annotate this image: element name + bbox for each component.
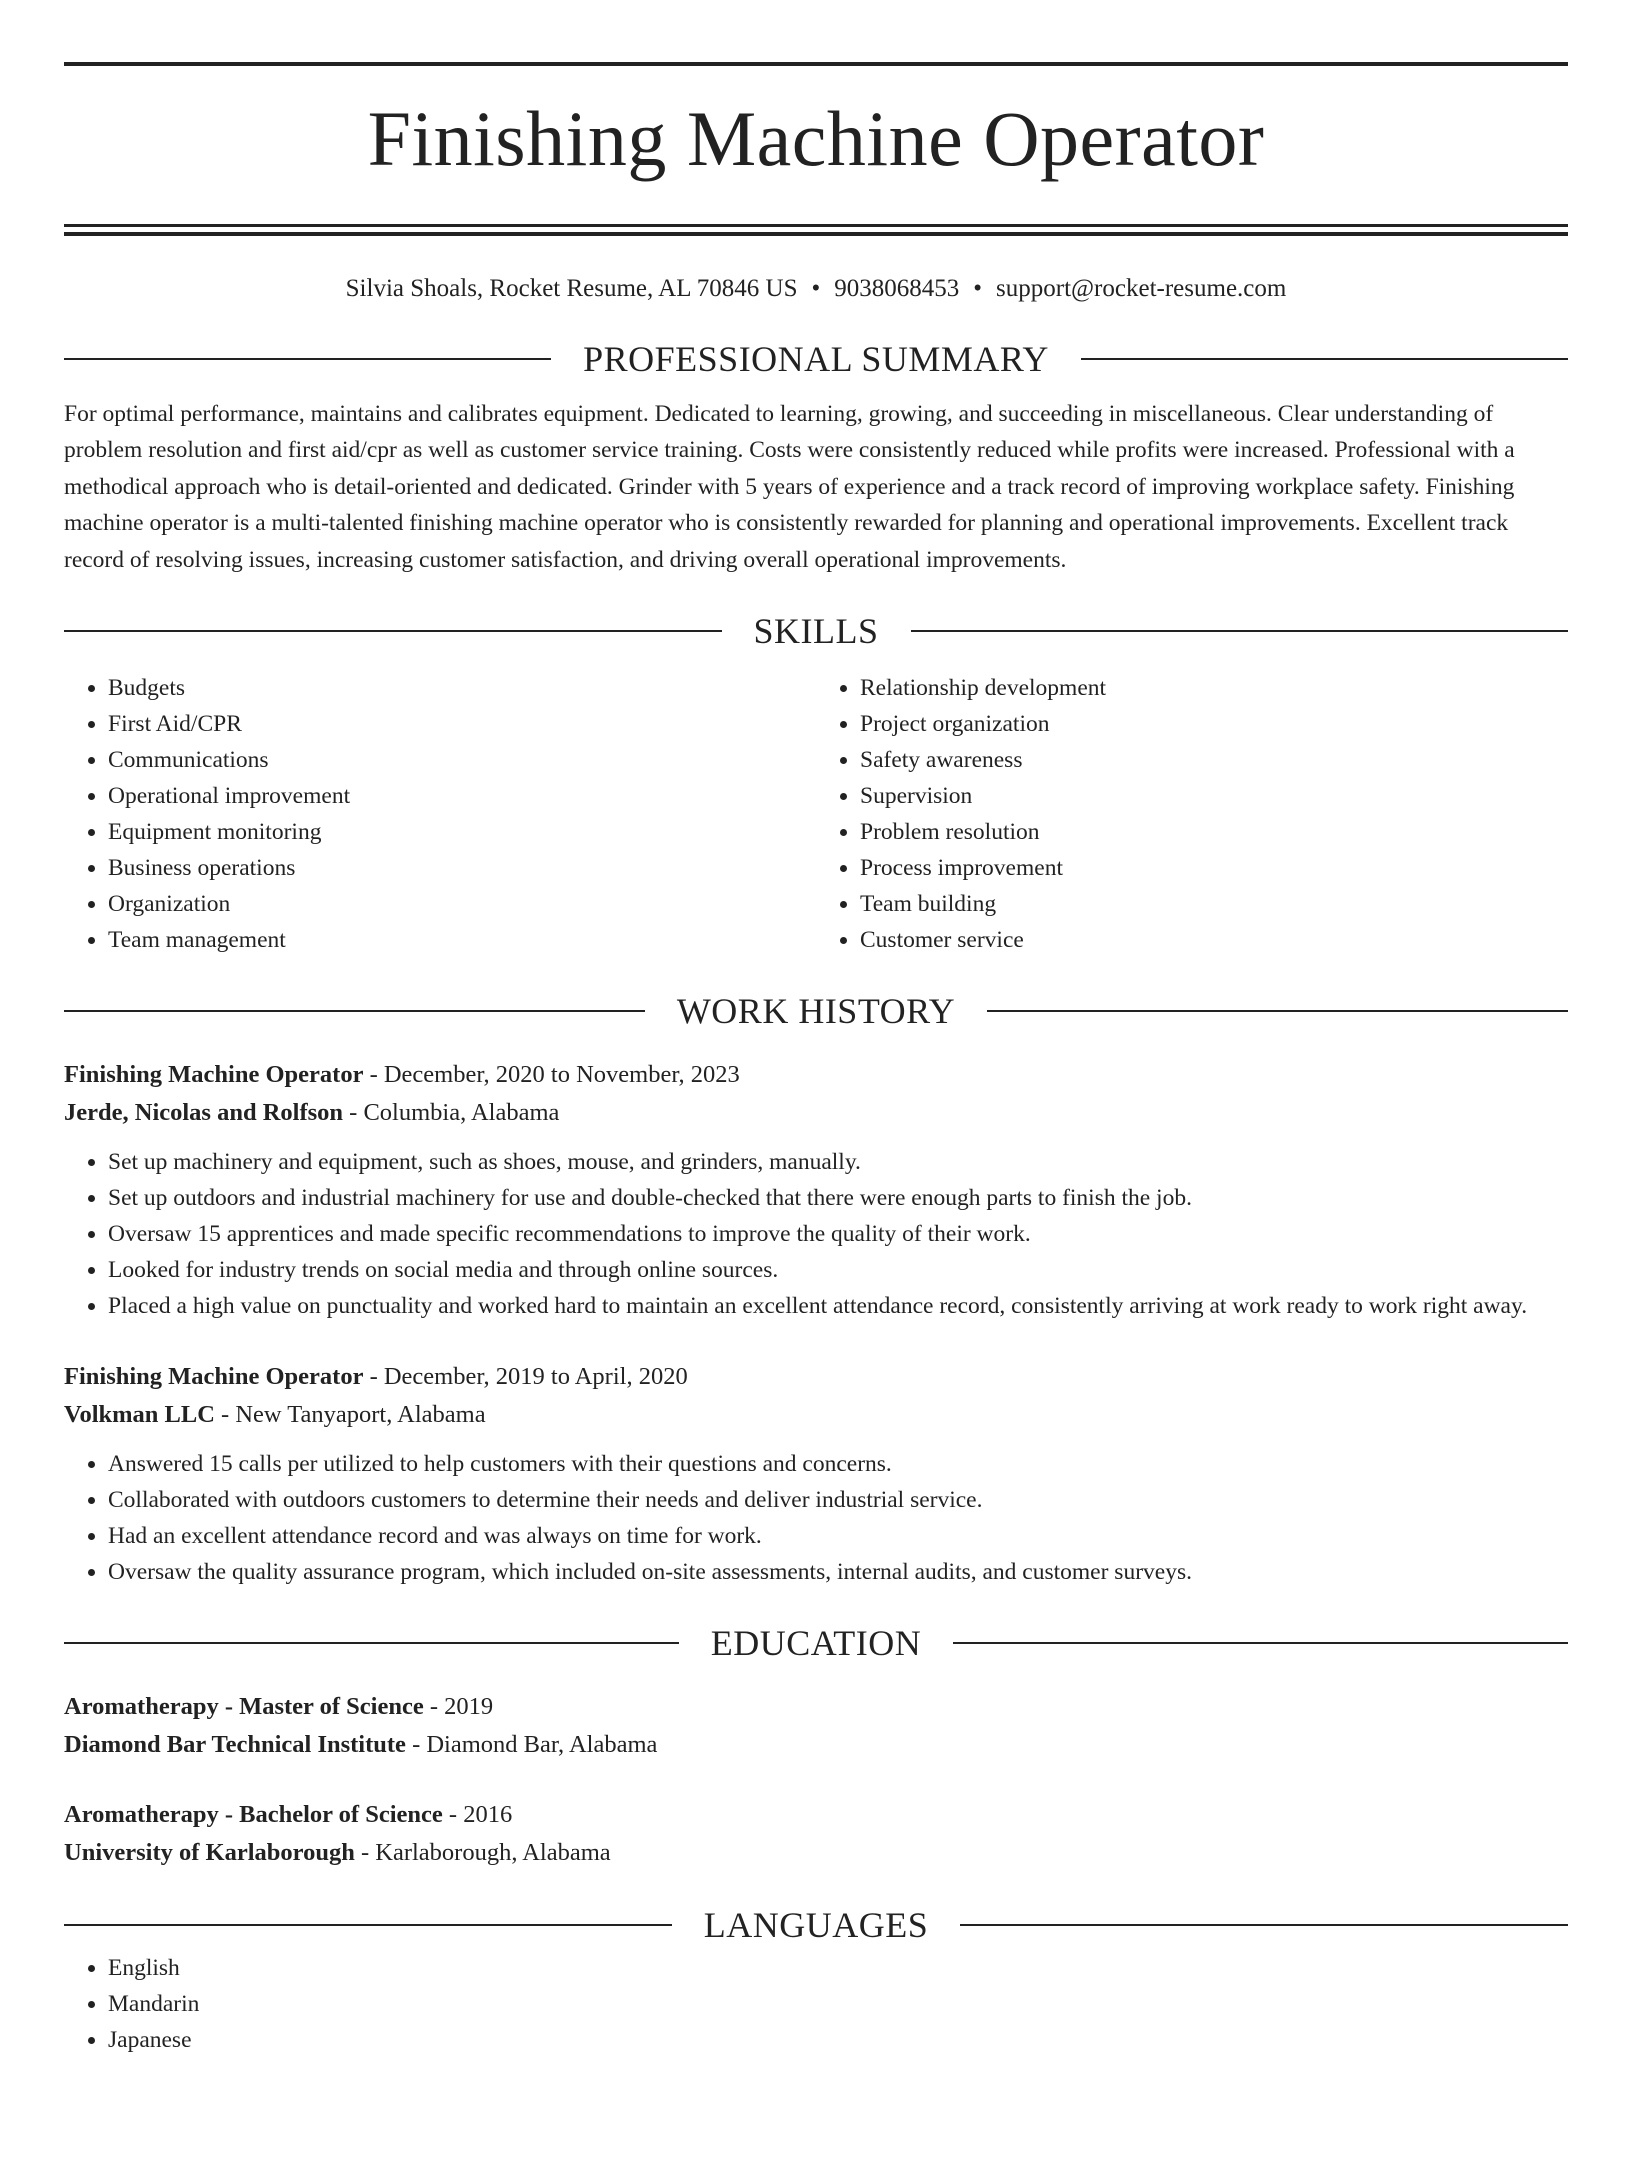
skill-item: • Budgets (108, 670, 816, 706)
job-location: - Columbia, Alabama (343, 1099, 560, 1127)
job-bullet: • Oversaw 15 apprentices and made specific recommendations to improve the quality of their work. (108, 1216, 1568, 1252)
top-rule (64, 62, 1568, 66)
job-dates: - December, 2019 to April, 2020 (363, 1363, 688, 1391)
language-item: • Japanese (108, 2022, 1568, 2058)
summary-title: PROFESSIONAL SUMMARY (583, 339, 1049, 379)
job-company: Jerde, Nicolas and Rolfson (64, 1099, 344, 1127)
work-history-title: WORK HISTORY (676, 991, 956, 1032)
resume-title: Finishing Machine Operator (367, 95, 1265, 182)
contact-phone: 9038068453 (834, 275, 960, 302)
skills-heading (64, 606, 1568, 656)
education-location: - Diamond Bar, Alabama (405, 1731, 658, 1759)
resume-page (0, 62, 1632, 2174)
language-item: • Mandarin (108, 1986, 1568, 2022)
skill-item: • Customer service (860, 922, 1568, 958)
contact-line (64, 272, 1568, 306)
education-title: EDUCATION (710, 1623, 922, 1664)
job-company-line (64, 1396, 1568, 1434)
summary-heading (64, 334, 1568, 384)
contact-email: support@rocket-resume.com (996, 275, 1287, 302)
job-bullet: • Set up machinery and equipment, such as shoes, mouse, and grinders, manually. (108, 1144, 1568, 1180)
skill-item: • Problem resolution (860, 814, 1568, 850)
job-bullet: • Answered 15 calls per utilized to help customers with their questions and concerns. (108, 1446, 1568, 1482)
education-entry (64, 1796, 1568, 1872)
heading-rule-right (1081, 358, 1568, 360)
skill-item: • Business operations (108, 850, 816, 886)
education-degree: Aromatherapy - Bachelor of Science (64, 1801, 443, 1829)
education-school-line (64, 1834, 1568, 1872)
education-school-line (64, 1726, 1568, 1764)
summary-text: For optimal performance, maintains and calibrates equipment. Dedicated to learning, growing, and succeeding in miscellaneous. Clear understanding of problem resolution and first aid/cpr as well as customer service training. Costs were consistently reduced while profits were increased. Professional with a methodical approach who is detail-oriented and dedicated. Grinder with 5 years of experience and a track record of improving workplace safety. Finishing machine operator is a multi-talented finishing machine operator who is consistently rewarded for planning and operational improvements. Excellent track record of resolving issues, increasing customer satisfaction, and driving overall operational improvements. (64, 401, 1515, 573)
job-bullet: • Set up outdoors and industrial machinery for use and double-checked that there were enough parts to finish the job. (108, 1180, 1568, 1216)
job-entry (64, 1056, 1568, 1324)
skill-item: • Supervision (860, 778, 1568, 814)
job-role-line (64, 1056, 1568, 1094)
skills-list (64, 670, 1568, 958)
heading-rule-right (953, 1642, 1568, 1644)
heading-rule-right (987, 1010, 1568, 1012)
languages-list (64, 1950, 1568, 2058)
contact-separator: • (811, 275, 821, 302)
job-bullets (64, 1144, 1568, 1324)
job-bullet: • Oversaw the quality assurance program, which included on-site assessments, internal audits, and customer surveys. (108, 1554, 1568, 1590)
job-company: Volkman LLC (64, 1401, 215, 1429)
heading-rule-left (64, 358, 551, 360)
job-location: - New Tanyaport, Alabama (214, 1401, 486, 1429)
heading-rule-left (64, 1010, 645, 1012)
education-location: - Karlaborough, Alabama (354, 1839, 611, 1867)
title-double-rule (64, 224, 1568, 236)
skill-item: • Team management (108, 922, 816, 958)
skills-column-left (64, 670, 816, 958)
skill-item: • Team building (860, 886, 1568, 922)
education-degree-line (64, 1688, 1568, 1726)
job-role-line (64, 1358, 1568, 1396)
skills-title: SKILLS (753, 611, 879, 652)
job-role: Finishing Machine Operator (64, 1061, 364, 1089)
job-company-line (64, 1094, 1568, 1132)
heading-rule-left (64, 630, 722, 632)
job-bullet: • Looked for industry trends on social media and through online sources. (108, 1252, 1568, 1288)
skill-item: • Relationship development (860, 670, 1568, 706)
education-heading (64, 1618, 1568, 1668)
contact-address: Silvia Shoals, Rocket Resume, AL 70846 US (345, 275, 798, 302)
languages-title: LANGUAGES (703, 1905, 929, 1946)
heading-rule-right (960, 1924, 1568, 1926)
job-dates: - December, 2020 to November, 2023 (363, 1061, 740, 1089)
job-role: Finishing Machine Operator (64, 1363, 364, 1391)
skill-item: • First Aid/CPR (108, 706, 816, 742)
education-degree: Aromatherapy - Master of Science (64, 1693, 424, 1721)
contact-separator: • (973, 275, 983, 302)
languages-heading (64, 1900, 1568, 1950)
skill-item: • Communications (108, 742, 816, 778)
heading-rule-left (64, 1924, 672, 1926)
skill-item: • Equipment monitoring (108, 814, 816, 850)
skill-item: • Process improvement (860, 850, 1568, 886)
skills-column-right (816, 670, 1568, 958)
job-entry (64, 1358, 1568, 1590)
language-item: • English (108, 1950, 1568, 1986)
heading-rule-left (64, 1642, 679, 1644)
education-degree-line (64, 1796, 1568, 1834)
skill-item: • Organization (108, 886, 816, 922)
skill-item: • Operational improvement (108, 778, 816, 814)
education-year: - 2016 (442, 1801, 513, 1829)
skill-item: • Project organization (860, 706, 1568, 742)
heading-rule-right (911, 630, 1569, 632)
education-entry (64, 1688, 1568, 1764)
job-bullet: • Placed a high value on punctuality and worked hard to maintain an excellent attendance record, consistently arriving at work ready to work right away. (108, 1288, 1568, 1324)
job-bullet: • Had an excellent attendance record and was always on time for work. (108, 1518, 1568, 1554)
work-history-heading (64, 986, 1568, 1036)
education-year: - 2019 (423, 1693, 494, 1721)
job-bullets (64, 1446, 1568, 1590)
job-bullet: • Collaborated with outdoors customers to determine their needs and deliver industrial service. (108, 1482, 1568, 1518)
skill-item: • Safety awareness (860, 742, 1568, 778)
education-school: Diamond Bar Technical Institute (64, 1731, 406, 1759)
education-school: University of Karlaborough (64, 1839, 355, 1867)
